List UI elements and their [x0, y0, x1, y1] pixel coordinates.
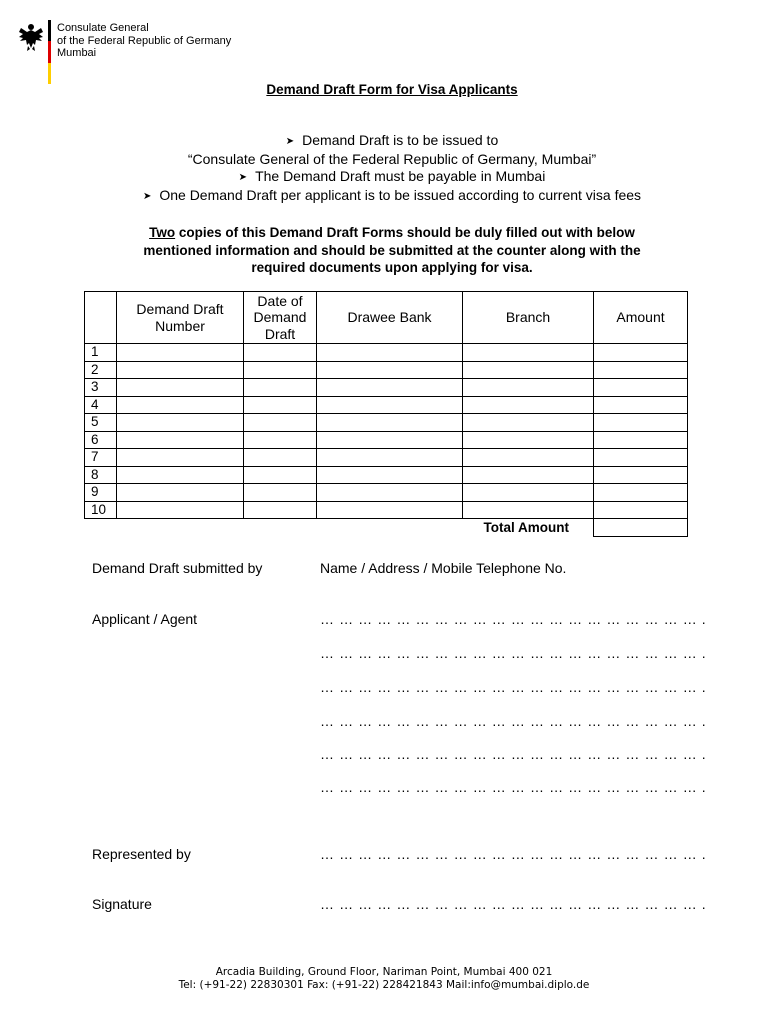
amount-cell[interactable]: [594, 396, 688, 414]
bank-cell[interactable]: [317, 379, 463, 397]
bank-cell[interactable]: [317, 484, 463, 502]
branch-cell[interactable]: [463, 396, 594, 414]
header-dd-date: Date of Demand Draft: [244, 292, 317, 344]
table-row: [85, 466, 688, 484]
row-number: 7: [85, 449, 117, 467]
row-number: 4: [85, 396, 117, 414]
dd-date-cell[interactable]: [244, 396, 317, 414]
bank-cell[interactable]: [317, 414, 463, 432]
row-number: 9: [85, 484, 117, 502]
org-line-2: of the Federal Republic of Germany: [57, 34, 232, 47]
row-number: 5: [85, 414, 117, 432]
bullet-text: One Demand Draft per applicant is to be issued according to current visa fees: [159, 187, 642, 203]
dd-number-cell[interactable]: [117, 431, 244, 449]
amount-cell[interactable]: [594, 344, 688, 362]
dd-number-cell[interactable]: [117, 449, 244, 467]
dd-number-cell[interactable]: [117, 396, 244, 414]
amount-cell[interactable]: [594, 449, 688, 467]
applicant-agent-label: Applicant / Agent: [92, 611, 198, 627]
branch-cell[interactable]: [463, 466, 594, 484]
dd-date-cell[interactable]: [244, 501, 317, 519]
emphasis-two: Two: [149, 225, 176, 240]
amount-cell[interactable]: [594, 431, 688, 449]
table-row: [85, 344, 688, 362]
submitted-by-value: Name / Address / Mobile Telephone No.: [320, 560, 567, 576]
branch-cell[interactable]: [463, 431, 594, 449]
amount-cell[interactable]: [594, 466, 688, 484]
fill-in-line[interactable]: … … … … … … … … … … … … … … … … … … … … .: [320, 645, 707, 661]
fill-in-line[interactable]: … … … … … … … … … … … … … … … … … … … … .: [320, 746, 707, 762]
submission-instruction: [60, 224, 724, 277]
eagle-emblem-icon: [18, 22, 44, 52]
signature-line[interactable]: … … … … … … … … … … … … … … … … … … … … .: [320, 896, 707, 912]
bank-cell[interactable]: [317, 344, 463, 362]
header-drawee-bank: Drawee Bank: [317, 292, 463, 344]
table-row: [85, 431, 688, 449]
header-amount: Amount: [594, 292, 688, 344]
header-branch: Branch: [463, 292, 594, 344]
org-line-3: Mumbai: [57, 47, 97, 59]
signature-label: Signature: [92, 896, 152, 912]
dd-number-cell[interactable]: [117, 501, 244, 519]
branch-cell[interactable]: [463, 344, 594, 362]
bank-cell[interactable]: [317, 449, 463, 467]
footer-line-2: Tel: (+91-22) 22830301 Fax: (+91-22) 228421843 Mail:info@mumbai.diplo.de: [178, 979, 590, 991]
total-row: [85, 519, 688, 537]
submitted-by-label: Demand Draft submitted by: [92, 560, 263, 576]
footer-line-1: Arcadia Building, Ground Floor, Nariman Point, Mumbai 400 021: [215, 966, 553, 978]
row-number: 8: [85, 466, 117, 484]
dd-date-cell[interactable]: [244, 414, 317, 432]
branch-cell[interactable]: [463, 501, 594, 519]
instruction-line-2: mentioned information and should be submitted at the counter along with the: [143, 242, 641, 258]
amount-cell[interactable]: [594, 501, 688, 519]
dd-date-cell[interactable]: [244, 449, 317, 467]
dd-number-cell[interactable]: [117, 414, 244, 432]
bank-cell[interactable]: [317, 361, 463, 379]
bank-cell[interactable]: [317, 396, 463, 414]
amount-cell[interactable]: [594, 484, 688, 502]
branch-cell[interactable]: [463, 449, 594, 467]
dd-date-cell[interactable]: [244, 484, 317, 502]
arrow-bullet-icon: ➤: [285, 136, 295, 147]
amount-cell[interactable]: [594, 414, 688, 432]
branch-cell[interactable]: [463, 379, 594, 397]
consulate-name: [57, 22, 231, 60]
table-row: [85, 449, 688, 467]
fill-in-line[interactable]: … … … … … … … … … … … … … … … … … … … … .: [320, 779, 707, 795]
fill-in-line[interactable]: … … … … … … … … … … … … … … … … … … … … .: [320, 679, 707, 695]
table-header-row: [85, 292, 688, 344]
header-dd-number: Demand Draft Number: [117, 292, 244, 344]
table-row: [85, 396, 688, 414]
german-flag-bar: [48, 20, 51, 84]
dd-date-cell[interactable]: [244, 431, 317, 449]
total-amount-label: Total Amount: [483, 520, 569, 535]
branch-cell[interactable]: [463, 414, 594, 432]
arrow-bullet-icon: ➤: [142, 191, 152, 202]
bullet-item: [0, 187, 768, 206]
bank-cell[interactable]: [317, 466, 463, 484]
table-row: [85, 501, 688, 519]
row-number: 10: [85, 501, 117, 519]
branch-cell[interactable]: [463, 361, 594, 379]
flag-black: [48, 20, 51, 41]
represented-by-label: Represented by: [92, 846, 191, 862]
form-title: Demand Draft Form for Visa Applicants: [266, 82, 518, 97]
fill-in-line[interactable]: … … … … … … … … … … … … … … … … … … … … .: [320, 611, 707, 627]
flag-gold: [48, 63, 51, 84]
footer-address: [0, 966, 768, 992]
instructions-list: [0, 132, 768, 206]
dd-date-cell[interactable]: [244, 344, 317, 362]
branch-cell[interactable]: [463, 484, 594, 502]
bullet-text: Demand Draft is to be issued to: [302, 132, 499, 148]
total-amount-cell[interactable]: [594, 519, 688, 537]
table-row: [85, 361, 688, 379]
bank-cell[interactable]: [317, 431, 463, 449]
org-line-1: Consulate General: [57, 22, 149, 34]
header-row-number: [85, 292, 117, 344]
table-row: [85, 414, 688, 432]
row-number: 6: [85, 431, 117, 449]
bullet-item: [0, 132, 768, 151]
fill-in-line[interactable]: … … … … … … … … … … … … … … … … … … … … .: [320, 846, 707, 862]
dd-number-cell[interactable]: [117, 484, 244, 502]
amount-cell[interactable]: [594, 379, 688, 397]
table-row: [85, 379, 688, 397]
dd-number-cell[interactable]: [117, 379, 244, 397]
flag-red: [48, 41, 51, 62]
bullet-text: The Demand Draft must be payable in Mumbai: [255, 168, 546, 184]
bullet-item: [0, 168, 768, 187]
instruction-line-1: copies of this Demand Draft Forms should be duly filled out with below: [175, 225, 635, 240]
amount-cell[interactable]: [594, 361, 688, 379]
dd-date-cell[interactable]: [244, 379, 317, 397]
dd-number-cell[interactable]: [117, 344, 244, 362]
dd-number-cell[interactable]: [117, 466, 244, 484]
demand-draft-table: [84, 291, 688, 537]
row-number: 3: [85, 379, 117, 397]
row-number: 1: [85, 344, 117, 362]
instruction-line-3: required documents upon applying for visa.: [251, 260, 533, 275]
fill-in-line[interactable]: … … … … … … … … … … … … … … … … … … … … .: [320, 713, 707, 729]
bullet-continuation: “Consulate General of the Federal Republic of Germany, Mumbai”: [187, 151, 597, 167]
dd-number-cell[interactable]: [117, 361, 244, 379]
dd-date-cell[interactable]: [244, 361, 317, 379]
bank-cell[interactable]: [317, 501, 463, 519]
row-number: 2: [85, 361, 117, 379]
dd-date-cell[interactable]: [244, 466, 317, 484]
table-row: [85, 484, 688, 502]
arrow-bullet-icon: ➤: [238, 172, 248, 183]
